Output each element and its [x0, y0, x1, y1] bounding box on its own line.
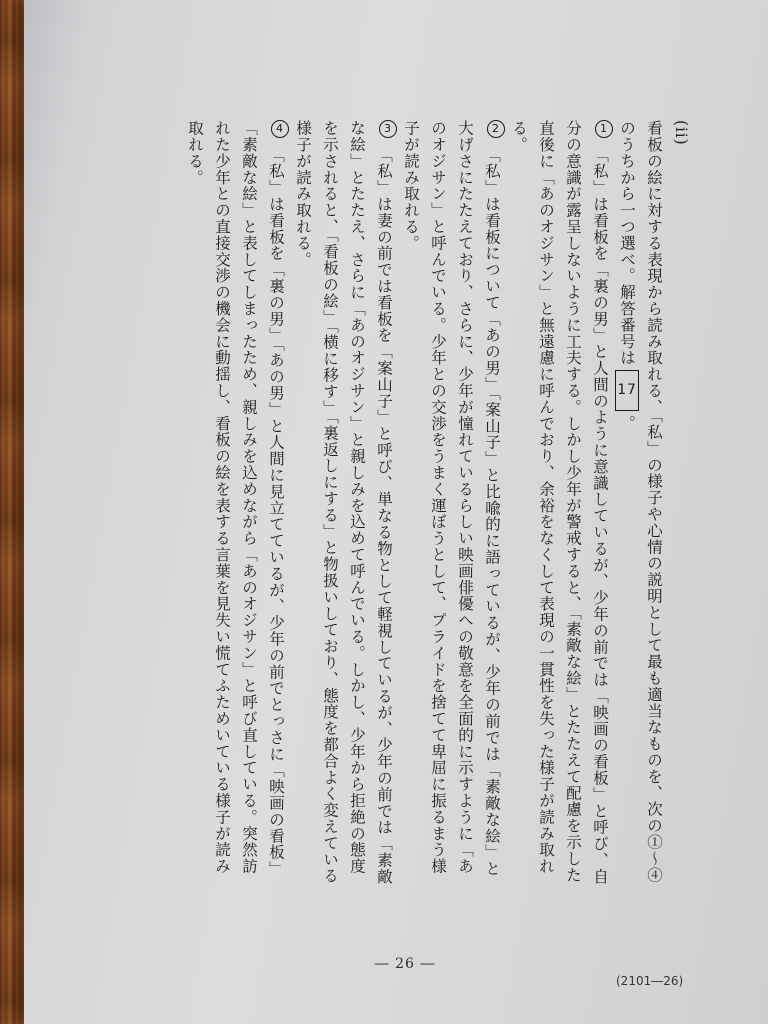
option-1	[505, 120, 613, 890]
question-label: (ii)	[672, 120, 690, 146]
option-text-4: 「私」は看板を「裏の男」「あの男」と人間に見立てているが、少年の前でとっさに「映画の看板」「素敵な絵」と表してしまったため、親しみを込めながら「あのオジサン」と呼び直している。突然訪れた少年との直接交渉の機会に動揺し、看板の絵を表する言葉を見失い慌てふためいている様子が読み取れる。	[186, 120, 285, 877]
option-2	[397, 120, 505, 890]
option-3	[289, 120, 397, 890]
option-number-4: 4	[271, 120, 289, 138]
option-4	[181, 120, 289, 890]
option-number-3: 3	[379, 120, 397, 138]
exam-page	[24, 0, 768, 1024]
option-text-2: 「私」は看板について「あの男」「案山子」と比喩的に語っているが、少年の前では「素敵な絵」と大げさにたたえており、さらに、少年が憧れているらしい映画俳優への敬意を全面的に示すように「あのオジサン」と呼んでいる。少年との交渉をうまく運ぼうとして、プライドを捨てて卑屈に振るまう様子が読み取れる。	[402, 120, 501, 877]
question-stem	[613, 120, 667, 890]
page-number: ― 26 ―	[374, 956, 436, 972]
option-number-2: 2	[487, 120, 505, 138]
question-block	[181, 120, 694, 890]
question-stem-text: 看板の絵に対する表現から読み取れる、「私」の様子や心情の説明として最も適当なものを、次の①～④のうちから一つ選べ。解答番号は	[618, 120, 663, 884]
question-stem-end: 。	[618, 415, 636, 432]
exam-code: (2101―26)	[616, 974, 684, 988]
option-number-1: 1	[595, 120, 613, 138]
option-text-1: 「私」は看板を「裏の男」と人間のように意識しているが、少年の前では「映画の看板」と呼び、自分の意識が露呈しないように工夫する。しかし少年が警戒すると、「素敵な絵」とたたえて配慮を示した直後に「あのオジサン」と無遠慮に呼んでおり、余裕をなくして表現の一貫性を失った様子が読み取れる。	[510, 120, 609, 885]
answer-number-box: 17	[615, 370, 639, 411]
option-text-3: 「私」は妻の前では看板を「案山子」と呼び、単なる物として軽視しているが、少年の前では「素敵な絵」とたたえ、さらに「あのオジサン」と親しみを込めて呼んでいる。しかし、少年から拒絶の態度を示されると、「看板の絵」「横に移す」「裏返しにする」と物扱いしており、態度を都合よく変えている様子が読み取れる。	[294, 120, 393, 885]
